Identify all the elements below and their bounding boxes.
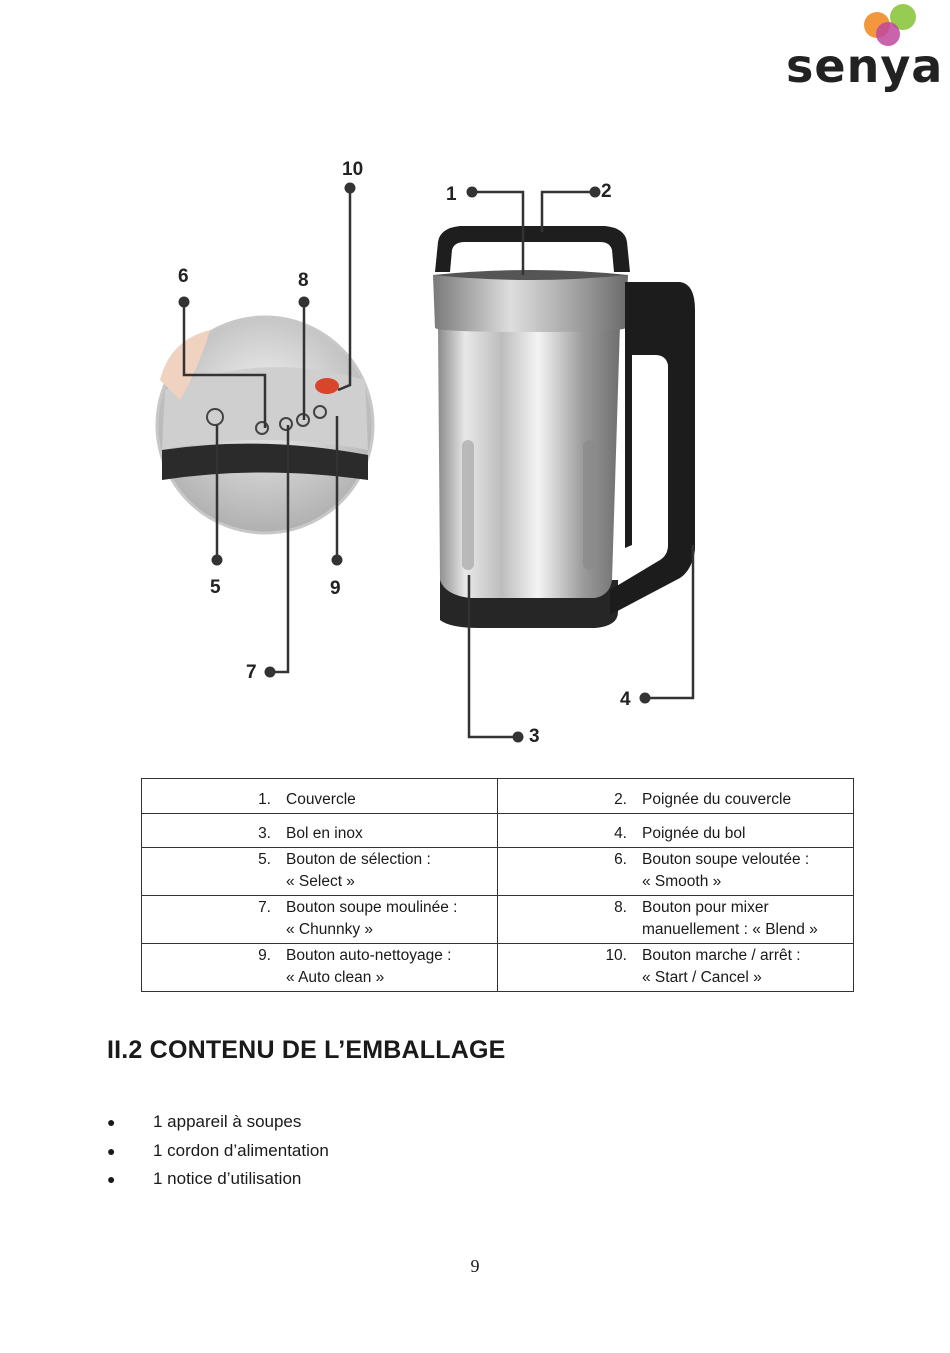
page-number: 9 (470, 1256, 480, 1276)
callout-5: 5 (210, 577, 221, 598)
bullet-icon: ● (107, 1171, 116, 1187)
jug-handle (610, 282, 695, 615)
callout-7: 7 (246, 662, 257, 683)
callout-1: 1 (446, 184, 457, 205)
bullet-icon: ● (107, 1142, 116, 1159)
table-row: 7. Bouton soupe moulinée : « Chunnky » 8. Bouton pour mixer manuellement : « Blend » (142, 896, 854, 944)
callout-4: 4 (620, 689, 631, 710)
table-row: 1. Couvercle 2. Poignée du couvercle (142, 779, 854, 814)
callout-9: 9 (330, 578, 341, 599)
table-row: 5. Bouton de sélection : « Select » 6. Bouton soupe veloutée : « Smooth » (142, 848, 854, 896)
package-contents-list (107, 1108, 329, 1194)
product-diagram (140, 150, 740, 760)
bullet-icon: ● (107, 1114, 116, 1130)
table-row: 3. Bol en inox 4. Poignée du bol (142, 814, 854, 848)
list-item: ● 1 appareil à soupes (107, 1108, 329, 1137)
list-item: ● 1 notice d’utilisation (107, 1165, 329, 1194)
senya-logo (786, 2, 944, 102)
jug-lid (433, 275, 628, 332)
callout-3: 3 (529, 726, 540, 747)
lid-handle (435, 226, 630, 272)
list-item: ● 1 cordon d’alimentation (107, 1137, 329, 1166)
section-title: II.2 CONTENU DE L’EMBALLAGE (107, 1036, 506, 1064)
callout-10: 10 (342, 159, 364, 180)
callout-2: 2 (601, 181, 612, 202)
callout-8: 8 (298, 270, 309, 291)
brand-name: senya (786, 39, 944, 93)
callout-6: 6 (178, 266, 189, 287)
table-row: 9. Bouton auto-nettoyage : « Auto clean » 10. Bouton marche / arrêt : « Start / Cancel » (142, 944, 854, 992)
parts-table (141, 778, 854, 992)
